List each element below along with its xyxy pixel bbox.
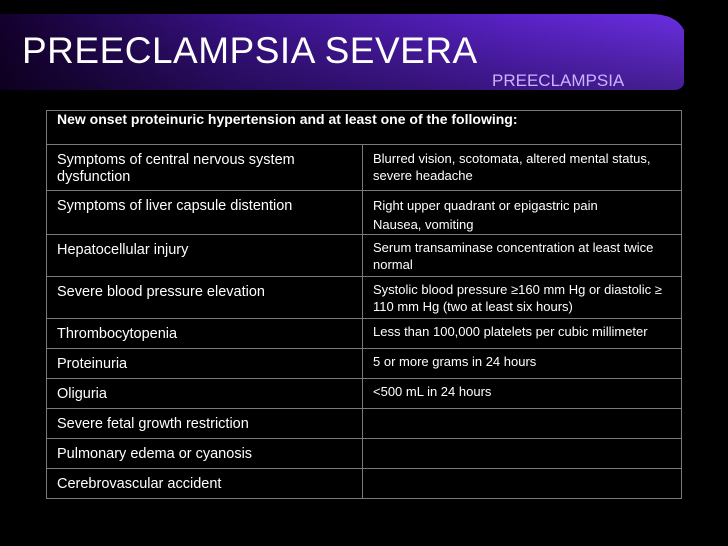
detail-cell — [363, 349, 682, 379]
finding-cell: Proteinuria — [47, 349, 363, 379]
detail-cell — [363, 235, 682, 277]
detail-cell — [363, 469, 682, 499]
finding-cell: Symptoms of central nervous system dysfunction — [47, 145, 363, 191]
table-header-cell: New onset proteinuric hypertension and at least one of the following: — [47, 111, 682, 145]
detail-line: <500 mL in 24 hours — [373, 384, 492, 399]
table-row — [47, 469, 682, 499]
finding-cell: Severe blood pressure elevation — [47, 277, 363, 319]
detail-line: 5 or more grams in 24 hours — [373, 354, 537, 369]
detail-cell — [363, 409, 682, 439]
detail-cell — [363, 439, 682, 469]
detail-line: Less than 100,000 platelets per cubic millimeter — [373, 324, 648, 339]
table-row — [47, 191, 682, 235]
detail-line: Serum transaminase concentration at least twice normal — [373, 240, 654, 272]
finding-cell: Hepatocellular injury — [47, 235, 363, 277]
slide-subtitle: PREECLAMPSIA — [492, 71, 625, 90]
table-row — [47, 409, 682, 439]
detail-line: Right upper quadrant or epigastric pain — [373, 198, 598, 213]
table-header-row — [47, 111, 682, 145]
finding-cell: Symptoms of liver capsule distention — [47, 191, 363, 235]
preeclampsia-criteria-table — [46, 110, 682, 499]
table-row — [47, 439, 682, 469]
finding-cell: Thrombocytopenia — [47, 319, 363, 349]
detail-line: Systolic blood pressure ≥160 mm Hg or diastolic ≥ 110 mm Hg (two at least six hours) — [373, 282, 662, 314]
slide-title: PREECLAMPSIA SEVERA — [22, 30, 478, 71]
detail-cell — [363, 145, 682, 191]
detail-cell — [363, 191, 682, 235]
finding-cell: Oliguria — [47, 379, 363, 409]
table-row — [47, 379, 682, 409]
detail-cell — [363, 319, 682, 349]
table-row — [47, 349, 682, 379]
finding-cell: Cerebrovascular accident — [47, 469, 363, 499]
table-row — [47, 235, 682, 277]
table-row — [47, 277, 682, 319]
table-row — [47, 319, 682, 349]
detail-cell — [363, 277, 682, 319]
detail-line: Nausea, vomiting — [373, 217, 474, 232]
detail-line: Blurred vision, scotomata, altered mental status, severe headache — [373, 151, 651, 183]
finding-cell: Pulmonary edema or cyanosis — [47, 439, 363, 469]
finding-cell: Severe fetal growth restriction — [47, 409, 363, 439]
detail-cell — [363, 379, 682, 409]
table-row — [47, 145, 682, 191]
